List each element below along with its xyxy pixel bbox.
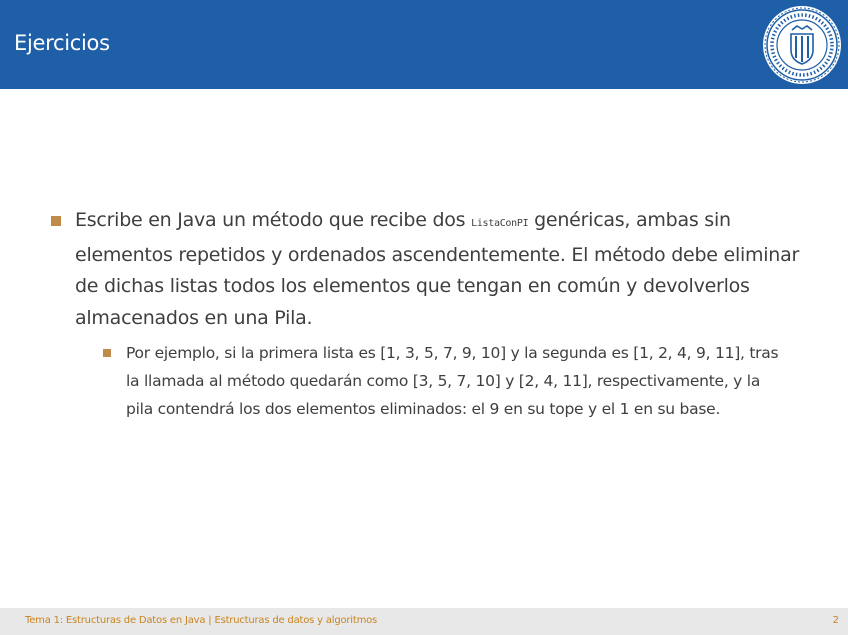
university-seal-icon — [761, 4, 843, 86]
exercise-text-end: genéricas, ambas sin elementos repetidos y ordenados ascendentemente. El método debe eliminar de dichas listas todos los elementos que tengan en común y devolverlos almacenados en una Pila. — [75, 209, 800, 329]
exercise-code: ListaConPI — [471, 218, 529, 229]
exercise-text-start: Escribe en Java un método que recibe dos — [75, 209, 472, 231]
sub-bullet-square-icon — [103, 349, 111, 357]
exercise-item — [48, 205, 808, 334]
slide-header — [0, 0, 848, 89]
footer-course-text: Tema 1: Estructuras de Datos en Java | Estructuras de datos y algoritmos — [25, 615, 378, 626]
page-number: 2 — [832, 615, 839, 626]
slide-footer — [0, 608, 848, 635]
example-text: Por ejemplo, si la primera lista es [1, 3, 5, 7, 9, 10] y la segunda es [1, 2, 4, 9, 11], tras la llamada al método quedarán como [3, 5, 7, 10] y [2, 4, 11], respectivamente, y la pila contendrá los dos elementos eliminados: el 9 en su tope y el 1 en su base. — [126, 344, 779, 418]
slide-title: Ejercicios — [14, 31, 110, 55]
slide-content — [48, 205, 808, 423]
example-item — [100, 339, 790, 423]
bullet-square-icon — [51, 216, 61, 226]
